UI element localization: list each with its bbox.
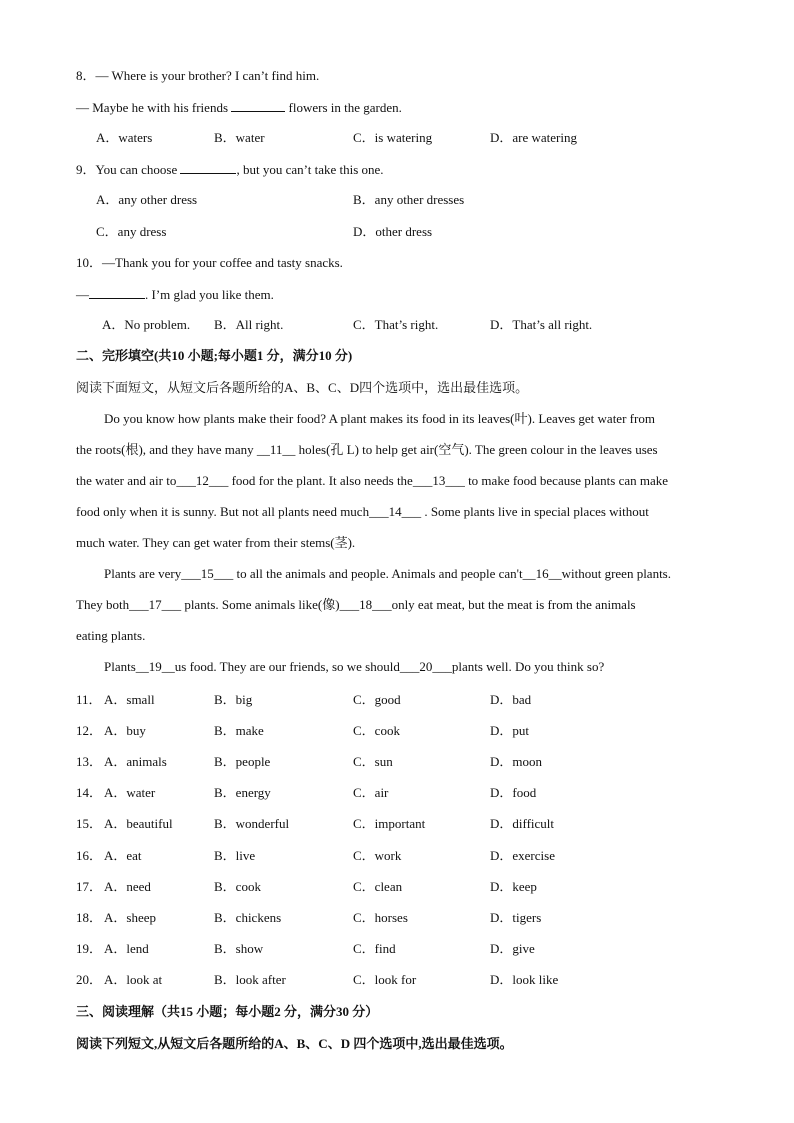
- passage-line: [76, 659, 718, 690]
- passage-text: They both___17___ plants. Some animals like(像)___18___only eat meat, but the meat is from the animals: [76, 597, 636, 612]
- q10-blank: [89, 286, 145, 299]
- q10-option-d[interactable]: D．That’s all right.: [490, 317, 593, 332]
- q9-option-a[interactable]: A．any other dress: [96, 192, 198, 207]
- cloze-option-c[interactable]: C．good: [353, 692, 401, 707]
- cloze-option-a[interactable]: A．animals: [104, 754, 167, 769]
- cloze-option-a[interactable]: A．water: [104, 785, 156, 800]
- cloze-option-b[interactable]: B．make: [214, 723, 264, 738]
- cloze-option-d[interactable]: D．bad: [490, 692, 532, 707]
- cloze-option-c[interactable]: C．horses: [353, 910, 408, 925]
- passage-text: eating plants.: [76, 628, 146, 643]
- q9-stem: [76, 161, 384, 178]
- cloze-question-number: 12．: [76, 723, 103, 738]
- q8-option-b[interactable]: B．water: [214, 130, 265, 145]
- q9-option-d[interactable]: D．other dress: [353, 224, 433, 239]
- cloze-option-d[interactable]: D．food: [490, 785, 537, 800]
- cloze-option-b[interactable]: B．people: [214, 754, 271, 769]
- cloze-question-number: 14．: [76, 785, 103, 800]
- q10-option-b[interactable]: B．All right.: [214, 317, 284, 332]
- cloze-question-number: 18．: [76, 910, 103, 925]
- passage-line: [76, 411, 718, 442]
- passage-line: [76, 473, 718, 504]
- cloze-option-c[interactable]: C．clean: [353, 879, 403, 894]
- passage-line: [76, 535, 718, 566]
- q8-stem: 8．— Where is your brother? I can’t find him.: [76, 68, 320, 83]
- q9-stem-end: , but you can’t take this one.: [236, 162, 384, 177]
- cloze-option-d[interactable]: D．put: [490, 723, 530, 738]
- cloze-option-d[interactable]: D．look like: [490, 972, 559, 987]
- section2-instruction: 阅读下面短文，从短文后各题所给的A、B、C、D四个选项中，选出最佳选项。: [76, 380, 529, 395]
- q10-dialog-end: . I’m glad you like them.: [145, 287, 274, 302]
- cloze-option-a[interactable]: A．small: [104, 692, 155, 707]
- passage-line: [76, 597, 718, 628]
- cloze-passage: [76, 411, 718, 690]
- q8-dialog-end: flowers in the garden.: [285, 100, 402, 115]
- cloze-option-a[interactable]: A．beautiful: [104, 816, 173, 831]
- cloze-option-d[interactable]: D．difficult: [490, 816, 555, 831]
- cloze-question-number: 16．: [76, 848, 103, 863]
- cloze-question-number: 17．: [76, 879, 103, 894]
- cloze-option-d[interactable]: D．exercise: [490, 848, 555, 863]
- passage-line: [76, 442, 718, 473]
- q8-option-a[interactable]: A．waters: [96, 130, 153, 145]
- passage-line: [76, 628, 718, 659]
- q8-option-d[interactable]: D．are watering: [490, 130, 577, 145]
- cloze-option-d[interactable]: D．keep: [490, 879, 537, 894]
- cloze-option-c[interactable]: C．air: [353, 785, 389, 800]
- cloze-option-b[interactable]: B．cook: [214, 879, 261, 894]
- cloze-option-a[interactable]: A．sheep: [104, 910, 156, 925]
- section3-heading: 三、阅读理解（共15 小题；每小题2 分，满分30 分）: [76, 1004, 379, 1019]
- q8-dialog-start: — Maybe he with his friends: [76, 100, 232, 115]
- passage-text: much water. They can get water from their stems(茎).: [76, 535, 356, 550]
- q9-option-b[interactable]: B．any other dresses: [353, 192, 465, 207]
- cloze-question-number: 13．: [76, 754, 103, 769]
- passage-text: the water and air to___12___ food for the plant. It also needs the___13___ to make food because plants can make: [76, 473, 669, 488]
- cloze-option-a[interactable]: A．lend: [104, 941, 149, 956]
- passage-line: [76, 566, 718, 597]
- cloze-option-b[interactable]: B．look after: [214, 972, 286, 987]
- passage-text: Plants__19__us food. They are our friends, so we should___20___plants well. Do you think so?: [104, 659, 605, 674]
- cloze-option-b[interactable]: B．live: [214, 848, 256, 863]
- passage-text: Do you know how plants make their food? A plant makes its food in its leaves(叶). Leaves get water from: [104, 411, 655, 426]
- q8-dialog: [76, 99, 402, 116]
- cloze-option-a[interactable]: A．buy: [104, 723, 146, 738]
- q9-stem-start: 9．You can choose: [76, 162, 181, 177]
- cloze-option-a[interactable]: A．look at: [104, 972, 163, 987]
- q10-dialog: [76, 286, 274, 303]
- passage-line: [76, 504, 718, 535]
- section2-heading: 二、完形填空(共10 小题;每小题1 分，满分10 分): [76, 348, 353, 363]
- cloze-option-c[interactable]: C．sun: [353, 754, 393, 769]
- cloze-question-number: 20．: [76, 972, 103, 987]
- passage-text: food only when it is sunny. But not all plants need much___14___ . Some plants live in special places without: [76, 504, 649, 519]
- q8-blank: [231, 99, 285, 112]
- cloze-option-b[interactable]: B．chickens: [214, 910, 282, 925]
- cloze-option-c[interactable]: C．cook: [353, 723, 400, 738]
- q10-option-a[interactable]: A．No problem.: [102, 317, 191, 332]
- cloze-question-number: 19．: [76, 941, 103, 956]
- cloze-option-c[interactable]: C．work: [353, 848, 402, 863]
- passage-text: the roots(根), and they have many __11__ holes(孔 L) to help get air(空气). The green colour in the leaves uses: [76, 442, 658, 457]
- q10-option-c[interactable]: C．That’s right.: [353, 317, 439, 332]
- section3-instruction: 阅读下列短文,从短文后各题所给的A、B、C、D 四个选项中,选出最佳选项。: [76, 1036, 513, 1051]
- cloze-option-b[interactable]: B．wonderful: [214, 816, 290, 831]
- cloze-question-number: 11．: [76, 692, 102, 707]
- q8-option-c[interactable]: C．is watering: [353, 130, 433, 145]
- cloze-option-d[interactable]: D．tigers: [490, 910, 542, 925]
- cloze-question-number: 15．: [76, 816, 103, 831]
- q9-blank: [180, 161, 236, 174]
- cloze-option-a[interactable]: A．eat: [104, 848, 142, 863]
- q10-dialog-start: —: [76, 287, 89, 302]
- cloze-option-b[interactable]: B．energy: [214, 785, 271, 800]
- cloze-option-c[interactable]: C．look for: [353, 972, 417, 987]
- q10-stem: 10．—Thank you for your coffee and tasty snacks.: [76, 255, 343, 270]
- cloze-option-b[interactable]: B．big: [214, 692, 253, 707]
- q9-option-c[interactable]: C．any dress: [96, 224, 167, 239]
- cloze-option-c[interactable]: C．important: [353, 816, 426, 831]
- passage-text: Plants are very___15___ to all the animals and people. Animals and people can't__16__without green plants.: [104, 566, 671, 581]
- cloze-option-d[interactable]: D．give: [490, 941, 535, 956]
- cloze-option-c[interactable]: C．find: [353, 941, 396, 956]
- cloze-option-b[interactable]: B．show: [214, 941, 264, 956]
- cloze-option-a[interactable]: A．need: [104, 879, 151, 894]
- cloze-option-d[interactable]: D．moon: [490, 754, 543, 769]
